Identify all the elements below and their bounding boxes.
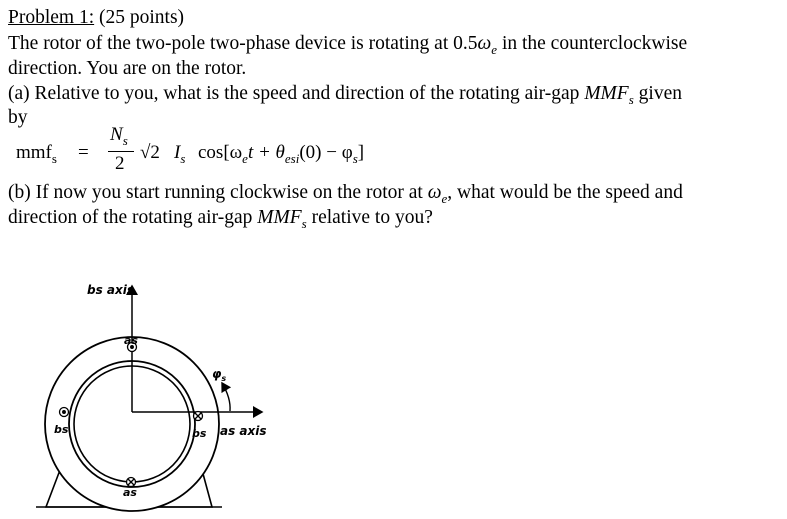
- as-axis-label: as axis: [220, 424, 267, 438]
- bs-left-label: bs: [54, 423, 69, 436]
- bs-left-coil: [60, 408, 69, 417]
- eq-rhs: $\cos[\omega_et + \theta_{esi}(0) - \varphi_s]$: [198, 142, 365, 166]
- eq-fraction-bar: [108, 151, 134, 152]
- part-b-text-d: relative to you?: [311, 207, 433, 228]
- intro-text-a: The rotor of the two-pole two-phase device is rotating at 0.5: [8, 33, 478, 54]
- mmf-symbol-a: $MMF_s$: [584, 83, 634, 107]
- part-a-text-b: given: [638, 83, 682, 104]
- as-bottom-label: as: [123, 486, 137, 499]
- eq-denominator: 2: [115, 153, 125, 174]
- eq-numerator: $N_s$: [110, 124, 128, 148]
- part-b-text-c: direction of the rotating air-gap: [8, 207, 253, 228]
- part-a-text-a: (a) Relative to you, what is the speed and direction of the rotating air-gap: [8, 83, 580, 104]
- mmf-equation: [16, 124, 436, 178]
- part-a-line-2: by: [8, 107, 28, 128]
- eq-current: $I_s$: [174, 142, 186, 166]
- phi-arc-arrow: [222, 383, 230, 411]
- machine-diagram: [0, 270, 300, 519]
- part-b-line-2: [8, 206, 433, 236]
- part-a-line-1: [8, 82, 682, 112]
- as-top-label: as: [124, 334, 138, 347]
- phi-label: $\varphi_s$: [212, 367, 227, 383]
- eq-equals: =: [78, 142, 89, 163]
- eq-lhs: mmf$_s$: [16, 142, 57, 166]
- part-b-text-b: , what would be the speed and: [447, 182, 683, 203]
- intro-text-b: in the counterclockwise: [501, 33, 688, 54]
- bs-right-label: bs: [192, 427, 207, 440]
- problem-label: Problem 1:: [8, 7, 95, 28]
- bs-right-coil: [194, 412, 203, 421]
- intro-line-2: direction. You are on the rotor.: [8, 58, 247, 79]
- mmf-symbol-b: $MMF_s$: [257, 207, 307, 231]
- omega-e-b: $\omega_e$: [427, 182, 448, 206]
- omega-e: $\omega_e$: [477, 33, 498, 57]
- eq-sqrt: √2: [140, 142, 160, 163]
- part-b-text-a: (b) If now you start running clockwise on the rotor at: [8, 182, 423, 203]
- problem-points: (25 points): [99, 7, 185, 28]
- problem-title: [8, 6, 184, 30]
- bs-axis-label: bs axis: [87, 283, 135, 297]
